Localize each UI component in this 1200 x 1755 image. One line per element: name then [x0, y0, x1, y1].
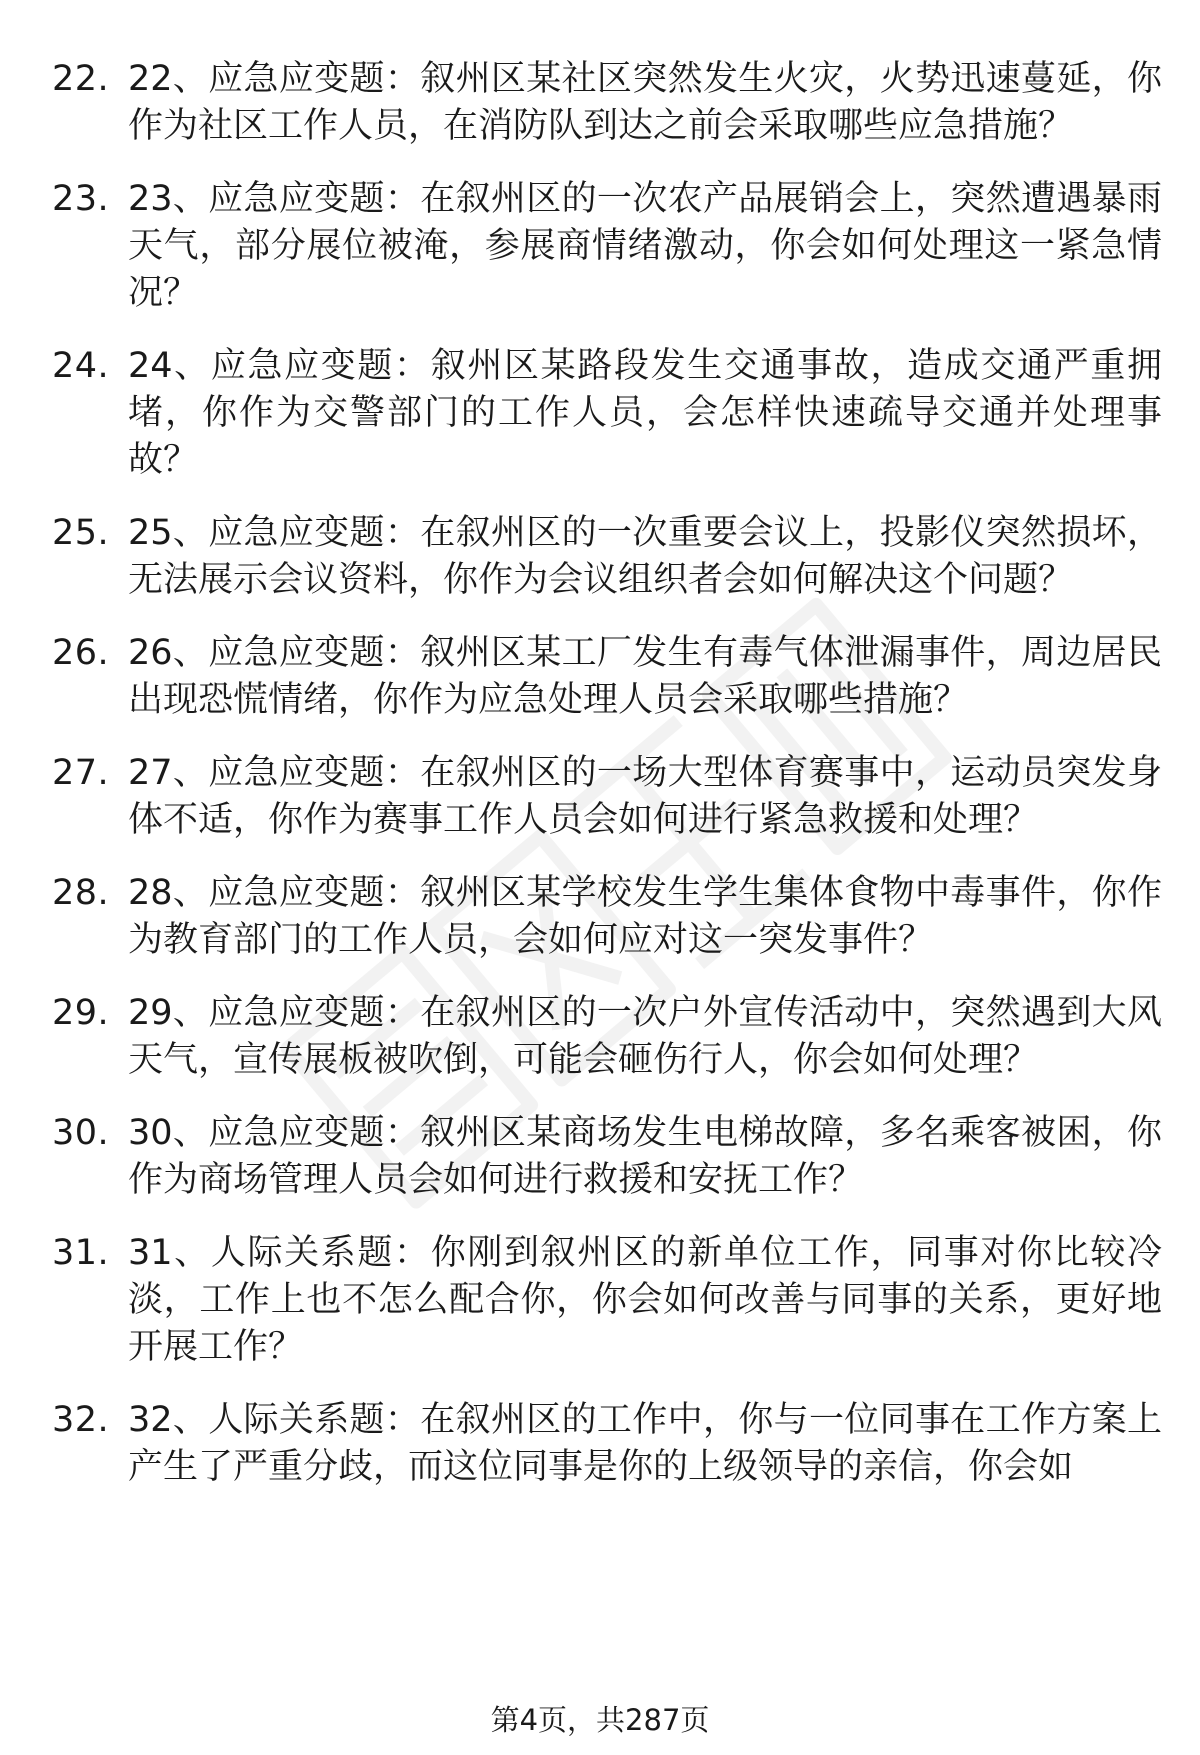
- question-number: 29.: [52, 993, 110, 1033]
- question-text: 25、应急应变题：在叙州区的一次重要会议上，投影仪突然损坏，无法展示会议资料，你作为会议组织者会如何解决这个问题？: [128, 513, 1162, 600]
- question-item: [52, 510, 1162, 604]
- question-number: 32.: [52, 1400, 110, 1440]
- question-text: 27、应急应变题：在叙州区的一场大型体育赛事中，运动员突发身体不适，你作为赛事工作人员会如何进行紧急救援和处理？: [128, 753, 1162, 840]
- question-item: [52, 1230, 1162, 1371]
- question-text: 22、应急应变题：叙州区某社区突然发生火灾，火势迅速蔓延，你作为社区工作人员，在消防队到达之前会采取哪些应急措施？: [128, 59, 1162, 146]
- page-footer: [0, 1700, 1200, 1740]
- question-number: 28.: [52, 873, 110, 913]
- question-text: 28、应急应变题：叙州区某学校发生学生集体食物中毒事件，你作为教育部门的工作人员，会如何应对这一突发事件？: [128, 873, 1162, 960]
- question-number: 30.: [52, 1113, 110, 1153]
- question-number: 27.: [52, 753, 110, 793]
- question-text: 26、应急应变题：叙州区某工厂发生有毒气体泄漏事件，周边居民出现恐慌情绪，你作为应急处理人员会采取哪些措施？: [128, 633, 1162, 720]
- question-text: 31、人际关系题：你刚到叙州区的新单位工作，同事对你比较冷淡，工作上也不怎么配合你，你会如何改善与同事的关系，更好地开展工作？: [128, 1233, 1162, 1367]
- question-number: 22.: [52, 59, 110, 99]
- question-item: [52, 990, 1162, 1084]
- question-item: [52, 176, 1162, 317]
- question-list: [52, 56, 1162, 1517]
- question-number: 26.: [52, 633, 110, 673]
- question-item: [52, 343, 1162, 484]
- question-item: [52, 1397, 1162, 1491]
- question-item: [52, 1110, 1162, 1204]
- question-text: 29、应急应变题：在叙州区的一次户外宣传活动中，突然遇到大风天气，宣传展板被吹倒，可能会砸伤行人，你会如何处理？: [128, 993, 1162, 1080]
- question-item: [52, 56, 1162, 150]
- question-number: 24.: [52, 346, 110, 386]
- page-number-label: 第4页，共287页: [490, 1703, 710, 1737]
- question-text: 23、应急应变题：在叙州区的一次农产品展销会上，突然遭遇暴雨天气，部分展位被淹，参展商情绪激动，你会如何处理这一紧急情况？: [128, 179, 1162, 313]
- question-text: 30、应急应变题：叙州区某商场发生电梯故障，多名乘客被困，你作为商场管理人员会如何进行救援和安抚工作？: [128, 1113, 1162, 1200]
- question-item: [52, 630, 1162, 724]
- question-item: [52, 750, 1162, 844]
- question-item: [52, 870, 1162, 964]
- question-number: 25.: [52, 513, 110, 553]
- question-text: 24、应急应变题：叙州区某路段发生交通事故，造成交通严重拥堵，你作为交警部门的工作人员，会怎样快速疏导交通并处理事故？: [128, 346, 1162, 480]
- question-number: 23.: [52, 179, 110, 219]
- question-text: 32、人际关系题：在叙州区的工作中，你与一位同事在工作方案上产生了严重分歧，而这位同事是你的上级领导的亲信，你会如: [128, 1400, 1162, 1487]
- question-number: 31.: [52, 1233, 110, 1273]
